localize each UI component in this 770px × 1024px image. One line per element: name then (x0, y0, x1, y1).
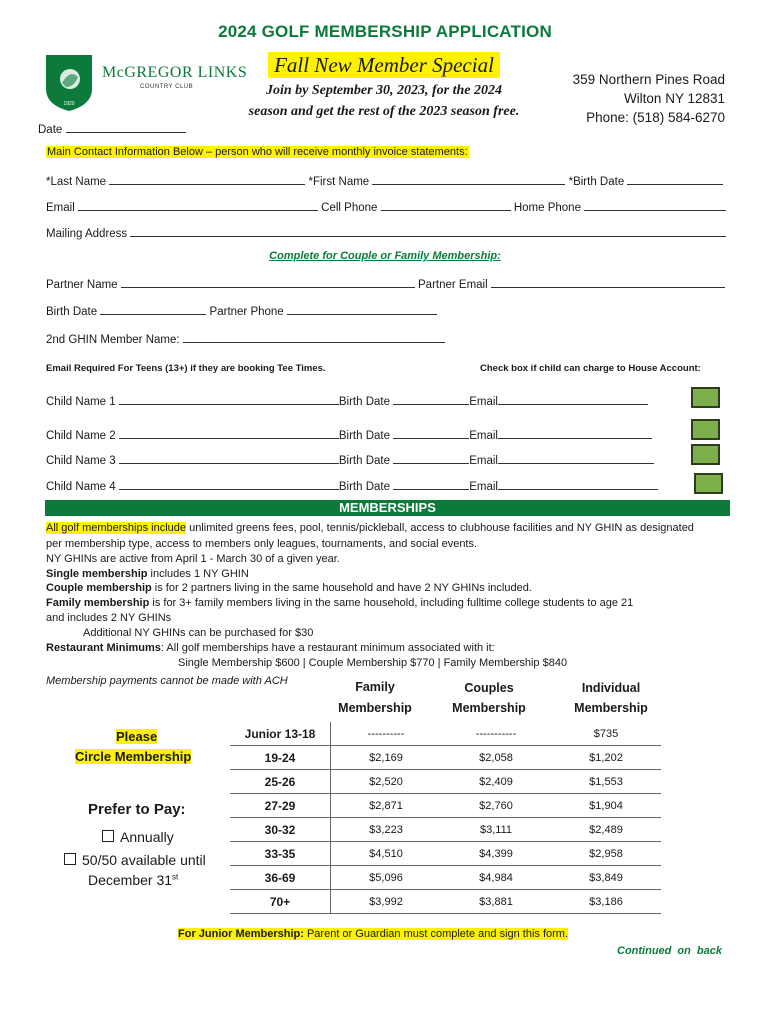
table-row[interactable] (230, 890, 661, 914)
child-birth-field[interactable] (393, 451, 469, 464)
memberships-p1 (46, 521, 694, 536)
promo-headline: Fall New Member Special (268, 52, 500, 78)
child-birth-field[interactable] (393, 426, 469, 439)
mailing-row (46, 224, 726, 240)
circle-membership-label: Circle Membership (75, 749, 192, 764)
couples-rate-cell[interactable]: $4,984 (441, 866, 551, 890)
family-membership-cont: and includes 2 NY GHINs (46, 612, 172, 624)
continued-on-back: Continued on back (617, 945, 722, 957)
club-logo-icon (44, 53, 94, 113)
child-row-2 (46, 426, 652, 442)
couple-family-heading: Complete for Couple or Family Membership: (269, 250, 501, 262)
junior-membership-note (178, 928, 568, 940)
age-cell: 19-24 (230, 746, 331, 770)
couples-column-subtitle: Membership (452, 701, 526, 715)
family-rate-cell[interactable]: $3,992 (331, 890, 442, 914)
child-2-house-checkbox[interactable] (691, 419, 720, 440)
first-name-label: *First Name (308, 176, 370, 188)
child-name-field[interactable] (119, 477, 339, 490)
memberships-p2: per membership type, access to members only leagues, tournaments, and social events. (46, 538, 478, 550)
child-name-label: Child Name 4 (46, 481, 116, 493)
restaurant-amounts: Single Membership $600 | Couple Membership $770 | Family Membership $840 (178, 657, 568, 669)
family-column-header (320, 680, 430, 715)
partner-row (46, 275, 725, 291)
email-label: Email (46, 202, 75, 214)
single-membership-text (46, 567, 249, 582)
individual-column-header (556, 681, 666, 715)
logo-subtitle: COUNTRY CLUB (140, 84, 194, 90)
child-4-house-checkbox[interactable] (694, 473, 723, 494)
home-phone-field[interactable] (584, 198, 726, 211)
name-row (46, 172, 723, 188)
child-email-label: Email (469, 481, 498, 493)
first-name-field[interactable] (372, 172, 565, 185)
table-row[interactable] (230, 818, 661, 842)
email-row (46, 198, 726, 214)
child-name-label: Child Name 1 (46, 396, 116, 408)
partner-email-field[interactable] (491, 275, 725, 288)
family-rate-cell[interactable]: $3,223 (331, 818, 442, 842)
couples-rate-cell[interactable]: ----------- (441, 722, 551, 746)
memberships-header: MEMBERSHIPS (45, 500, 730, 516)
restaurant-minimums-text (46, 641, 495, 656)
promo-text (228, 80, 540, 122)
partner-name-label: Partner Name (46, 279, 118, 291)
table-row[interactable] (230, 866, 661, 890)
family-membership-label: Family membership (46, 597, 150, 609)
address-phone: Phone: (518) 584-6270 (586, 110, 725, 125)
partner-phone-field[interactable] (287, 302, 437, 315)
pay-5050-option[interactable] (64, 852, 206, 868)
family-column-subtitle: Membership (338, 701, 412, 715)
child-email-field[interactable] (498, 477, 658, 490)
membership-rates-table (230, 722, 661, 914)
date-row (38, 120, 186, 136)
child-row-4 (46, 477, 658, 493)
family-membership-text (46, 596, 633, 611)
couple-membership-desc: is for 2 partners living in the same household and have 2 NY GHINs included. (151, 582, 532, 594)
restaurant-minimums-label: Restaurant Minimums (46, 642, 161, 654)
family-rate-cell[interactable]: $2,520 (331, 770, 442, 794)
child-birth-label: Birth Date (338, 481, 391, 493)
child-email-label: Email (469, 430, 498, 442)
december-sup: st (172, 872, 179, 882)
club-address (573, 70, 725, 127)
checkbox-icon[interactable] (102, 830, 114, 842)
child-3-house-checkbox[interactable] (691, 444, 720, 465)
family-column-title: Family (355, 680, 395, 694)
couples-rate-cell[interactable]: $2,058 (441, 746, 551, 770)
promo-line-2: season and get the rest of the 2023 season free. (248, 104, 520, 119)
family-rate-cell[interactable]: $4,510 (331, 842, 442, 866)
partner-birth-field[interactable] (100, 302, 206, 315)
birth-date-field[interactable] (627, 172, 723, 185)
date-field[interactable] (66, 120, 186, 133)
table-row[interactable] (230, 746, 661, 770)
memberships-include-highlight: All golf memberships include (46, 522, 187, 534)
child-birth-label: Birth Date (338, 396, 391, 408)
checkbox-icon[interactable] (64, 853, 76, 865)
child-name-field[interactable] (119, 451, 339, 464)
partner-row-2 (46, 302, 437, 318)
address-city: Wilton NY 12831 (623, 91, 725, 106)
child-birth-field[interactable] (393, 477, 469, 490)
child-name-label: Child Name 2 (46, 430, 116, 442)
couples-column-header (434, 681, 544, 715)
age-cell: 27-29 (230, 794, 331, 818)
table-row[interactable] (230, 770, 661, 794)
couples-rate-cell[interactable]: $2,409 (441, 770, 551, 794)
memberships-include-text: unlimited greens fees, pool, tennis/pickleball, access to clubhouse facilities and NY GHIN as designated (186, 522, 694, 534)
family-rate-cell[interactable]: $2,169 (331, 746, 442, 770)
pay-annually-option[interactable] (102, 829, 174, 845)
5050-label: 50/50 available until (82, 852, 206, 868)
cell-phone-label: Cell Phone (321, 202, 378, 214)
promo-line-1: Join by September 30, 2023, for the 2024 (265, 83, 503, 98)
please-label: Please (116, 729, 158, 744)
address-street: 359 Northern Pines Road (572, 72, 725, 87)
december-text: December 31 (88, 872, 173, 888)
partner-phone-label: Partner Phone (209, 306, 284, 318)
date-label: Date (38, 124, 63, 136)
birth-date-label: *Birth Date (568, 176, 625, 188)
additional-ghin-text: Additional NY GHINs can be purchased for $30 (83, 627, 314, 639)
annually-label: Annually (120, 829, 174, 845)
child-birth-label: Birth Date (338, 430, 391, 442)
child-birth-label: Birth Date (338, 455, 391, 467)
junior-note-text: Parent or Guardian must complete and sign this form. (303, 928, 569, 940)
december-label (88, 872, 178, 888)
family-rate-cell[interactable]: $2,871 (331, 794, 442, 818)
family-membership-desc: is for 3+ family members living in the same household, including fulltime college students to age 21 (149, 597, 634, 609)
age-cell: 30-32 (230, 818, 331, 842)
age-cell: Junior 13-18 (230, 722, 331, 746)
single-membership-desc: includes 1 NY GHIN (147, 568, 249, 580)
age-cell: 70+ (230, 890, 331, 914)
individual-rate-cell[interactable]: $2,958 (551, 842, 661, 866)
child-name-field[interactable] (119, 426, 339, 439)
age-cell: 33-35 (230, 842, 331, 866)
house-account-note: Check box if child can charge to House Account: (480, 363, 701, 374)
cell-phone-field[interactable] (381, 198, 511, 211)
ghin-field[interactable] (183, 330, 445, 343)
individual-rate-cell[interactable]: $1,553 (551, 770, 661, 794)
table-row[interactable] (230, 794, 661, 818)
family-rate-cell[interactable]: $5,096 (331, 866, 442, 890)
last-name-field[interactable] (109, 172, 305, 185)
teen-note: Email Required For Teens (13+) if they are booking Tee Times. (46, 363, 326, 374)
child-email-label: Email (469, 396, 498, 408)
page-title: 2024 GOLF MEMBERSHIP APPLICATION (218, 22, 552, 41)
single-membership-label: Single membership (46, 568, 148, 580)
contact-note: Main Contact Information Below – person who will receive monthly invoice statements: (47, 146, 468, 158)
mailing-address-label: Mailing Address (46, 228, 128, 240)
logo-name: McGREGOR LINKS (102, 64, 248, 81)
individual-rate-cell[interactable]: $3,186 (551, 890, 661, 914)
age-cell: 25-26 (230, 770, 331, 794)
family-rate-cell[interactable]: ---------- (331, 722, 442, 746)
child-row-1 (46, 392, 648, 408)
partner-name-field[interactable] (121, 275, 415, 288)
couple-membership-text (46, 581, 532, 596)
partner-email-label: Partner Email (418, 279, 488, 291)
ghin-row (46, 330, 445, 346)
individual-column-subtitle: Membership (574, 701, 648, 715)
individual-column-title: Individual (581, 681, 641, 695)
couples-rate-cell[interactable]: $3,881 (441, 890, 551, 914)
prefer-to-pay-title: Prefer to Pay: (88, 801, 186, 818)
mailing-address-field[interactable] (130, 224, 726, 237)
ghin-label: 2nd GHIN Member Name: (46, 334, 180, 346)
home-phone-label: Home Phone (513, 202, 581, 214)
couples-rate-cell[interactable]: $4,399 (441, 842, 551, 866)
child-row-3 (46, 451, 654, 467)
memberships-p3: NY GHINs are active from April 1 - March 30 of a given year. (46, 553, 340, 565)
email-field[interactable] (78, 198, 318, 211)
couples-rate-cell[interactable]: $3,111 (441, 818, 551, 842)
couples-rate-cell[interactable]: $2,760 (441, 794, 551, 818)
child-name-label: Child Name 3 (46, 455, 116, 467)
child-email-label: Email (469, 455, 498, 467)
table-row[interactable] (230, 842, 661, 866)
couple-membership-label: Couple membership (46, 582, 152, 594)
individual-rate-cell[interactable]: $2,489 (551, 818, 661, 842)
individual-rate-cell[interactable]: $735 (551, 722, 661, 746)
ach-note: Membership payments cannot be made with ACH (46, 675, 288, 687)
child-email-field[interactable] (498, 392, 648, 405)
junior-note-label: For Junior Membership: (178, 928, 304, 940)
individual-rate-cell[interactable]: $1,202 (551, 746, 661, 770)
svg-text:1920: 1920 (63, 101, 75, 107)
partner-birth-label: Birth Date (46, 306, 98, 318)
child-name-field[interactable] (119, 392, 339, 405)
child-1-house-checkbox[interactable] (691, 387, 720, 408)
restaurant-minimums-desc: : All golf memberships have a restaurant minimum associated with it: (160, 642, 495, 654)
child-email-field[interactable] (498, 426, 652, 439)
table-row[interactable] (230, 722, 661, 746)
child-birth-field[interactable] (393, 392, 469, 405)
age-cell: 36-69 (230, 866, 331, 890)
last-name-label: *Last Name (46, 176, 107, 188)
child-email-field[interactable] (498, 451, 654, 464)
individual-rate-cell[interactable]: $1,904 (551, 794, 661, 818)
individual-rate-cell[interactable]: $3,849 (551, 866, 661, 890)
couples-column-title: Couples (464, 681, 514, 695)
